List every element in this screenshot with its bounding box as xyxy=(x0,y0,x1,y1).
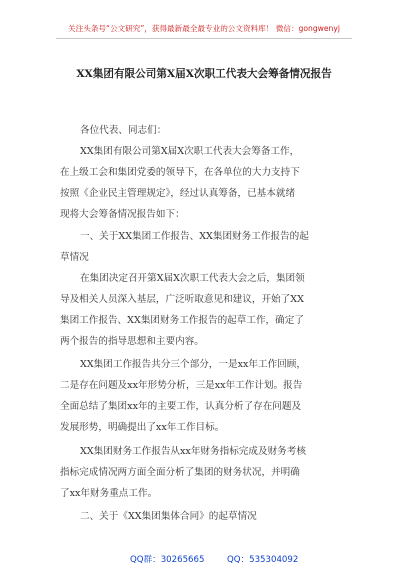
qq-group-number: 30265665 xyxy=(160,555,205,565)
section-heading: 草情况 xyxy=(60,252,89,263)
paragraph-line: XX集团有限公司第X届X次职工代表大会筹备工作， xyxy=(80,146,300,157)
paragraph-line: XX集团工作报告共分三个部分，一是xx年工作回顾， xyxy=(80,359,306,370)
section-heading: 一、关于XX集团工作报告、XX集团财务工作报告的起 xyxy=(80,231,309,242)
paragraph-line: 现将大会筹备情况报告如下： xyxy=(60,209,185,220)
paragraph-line: 了xx年财务重点工作。 xyxy=(60,488,158,499)
header-divider xyxy=(56,38,352,39)
qq-label: QQ： xyxy=(227,555,250,565)
footer-qq-group xyxy=(130,553,204,565)
paragraph-line: 二是存在问题及xx年形势分析，三是xx年工作计划。报告 xyxy=(60,380,303,391)
paragraph-line: XX集团财务工作报告从xx年财务指标完成及财务考核 xyxy=(80,446,306,457)
section-heading: 二、关于《XX集团集体合同》的起草情况 xyxy=(80,511,257,522)
paragraph-line: 导及相关人员深入基层，广泛听取意见和建议，开始了XX xyxy=(60,294,304,305)
paragraph-line: 指标完成情况两方面全面分析了集团的财务状况，并明确 xyxy=(60,467,300,478)
document-title: XX集团有限公司第X届X次职工代表大会筹备情况报告 xyxy=(76,68,332,80)
paragraph-line: 在上级工会和集团党委的领导下，在各单位的大力支持下 xyxy=(60,167,300,178)
paragraph-line: 全面总结了集团xx年的主要工作，认真分析了存在问题及 xyxy=(60,401,302,412)
paragraph-line: 集团工作报告、XX集团财务工作报告的起草工作，确定了 xyxy=(60,315,304,326)
greeting: 各位代表、同志们： xyxy=(80,125,167,136)
paragraph-line: 发展形势，明确提出了xx年工作目标。 xyxy=(60,422,225,433)
paragraph-line: 在集团决定召开第X届X次职工代表大会之后，集团领 xyxy=(80,273,305,284)
footer-qq xyxy=(227,553,298,565)
header-notice: 关注头条号“公文研究”，获得最新最全最专业的公文资料库！ 微信：gongwenyj xyxy=(68,24,340,33)
paragraph-line: 按照《企业民主管理规定》，经过认真筹备，已基本就绪 xyxy=(60,188,296,199)
qq-number: 535304092 xyxy=(249,555,299,565)
paragraph-line: 两个报告的指导思想和主要内容。 xyxy=(60,336,204,347)
qq-group-label: QQ群： xyxy=(130,555,161,565)
